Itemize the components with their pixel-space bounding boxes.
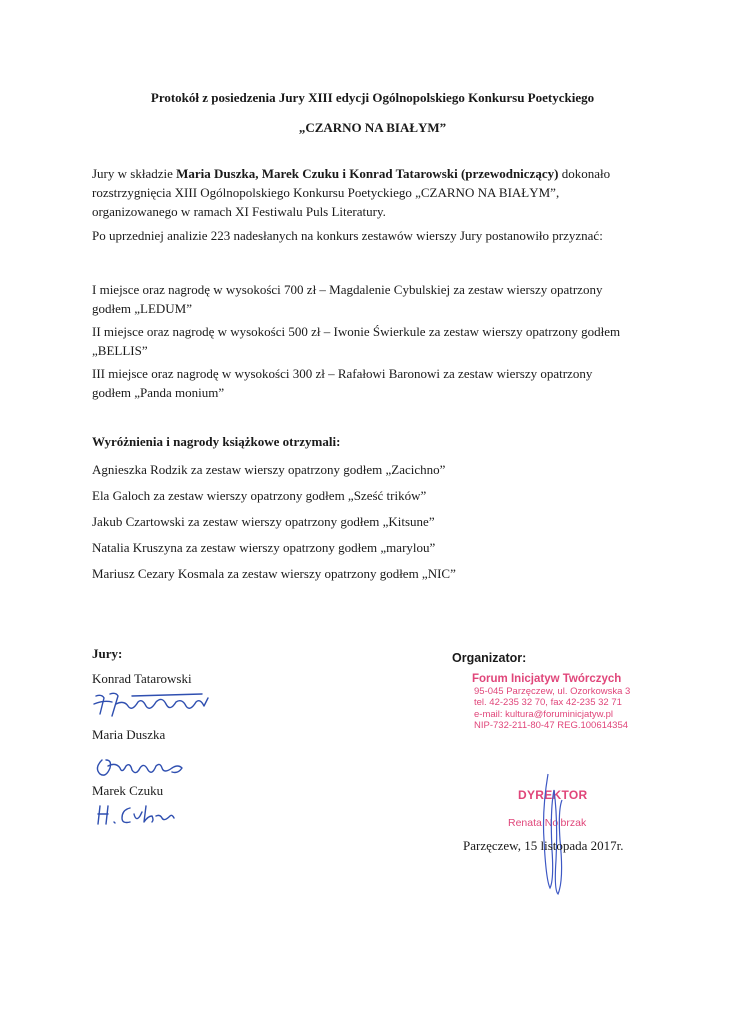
prize-second bbox=[92, 322, 652, 360]
honor-item: Jakub Czartowski za zestaw wierszy opatrzony godłem „Kitsune” bbox=[92, 514, 435, 529]
stamp-org-name: Forum Inicjatyw Twórczych bbox=[472, 673, 622, 685]
jury-member: Konrad Tatarowski bbox=[92, 671, 192, 686]
jury-label: Jury: bbox=[92, 646, 123, 661]
director-name: Renata Nolbrzak bbox=[508, 817, 587, 829]
signature-director bbox=[520, 770, 580, 900]
jury-names: Maria Duszka, Marek Czuku i Konrad Tatarowski (przewodniczący) bbox=[176, 166, 559, 181]
prize-first bbox=[92, 280, 652, 318]
analysis-paragraph: Po uprzedniej analizie 223 nadesłanych na konkurs zestawów wierszy Jury postanowiło przyznać: bbox=[92, 228, 603, 243]
honor-item: Mariusz Cezary Kosmala za zestaw wierszy opatrzony godłem „NIC” bbox=[92, 566, 456, 581]
place-date: Parzęczew, 15 listopada 2017r. bbox=[463, 838, 624, 853]
prize-second-line2: „BELLIS” bbox=[92, 343, 148, 358]
intro-line-3: organizowanego w ramach XI Festiwalu Puls Literatury. bbox=[92, 204, 386, 219]
honor-item: Natalia Kruszyna za zestaw wierszy opatrzony godłem „marylou” bbox=[92, 540, 436, 555]
signature-czuku bbox=[92, 800, 182, 830]
intro-rest: dokonało bbox=[558, 166, 611, 181]
intro-paragraph bbox=[92, 164, 652, 221]
director-title: DYREKTOR bbox=[518, 788, 588, 802]
prize-second-line1: II miejsce oraz nagrodę w wysokości 500 zł – Iwonie Świerkule za zestaw wierszy opatrzony godłem bbox=[92, 324, 621, 339]
contest-name: „CZARNO NA BIAŁYM” bbox=[298, 120, 447, 135]
signature-duszka bbox=[92, 754, 192, 780]
document-title: Protokół z posiedzenia Jury XIII edycji Ogólnopolskiego Konkursu Poetyckiego bbox=[150, 90, 595, 105]
prize-third-line1: III miejsce oraz nagrodę w wysokości 300 zł – Rafałowi Baronowi za zestaw wierszy opatrzony bbox=[92, 366, 593, 381]
jury-member: Maria Duszka bbox=[92, 727, 166, 742]
jury-member: Marek Czuku bbox=[92, 783, 164, 798]
honor-item: Ela Galoch za zestaw wierszy opatrzony godłem „Sześć trików” bbox=[92, 488, 427, 503]
stamp-phone: tel. 42-235 32 70, fax 42-235 32 71 bbox=[474, 697, 622, 708]
prize-third bbox=[92, 364, 652, 402]
prize-first-line2: godłem „LEDUM” bbox=[92, 301, 193, 316]
stamp-address: 95-045 Parzęczew, ul. Ozorkowska 3 bbox=[474, 685, 631, 697]
intro-pre: Jury w składzie bbox=[92, 166, 177, 181]
prize-third-line2: godłem „Panda monium” bbox=[92, 385, 225, 400]
organizer-stamp bbox=[452, 674, 702, 732]
honors-heading: Wyróżnienia i nagrody książkowe otrzymali: bbox=[92, 434, 341, 449]
stamp-email: e-mail: kultura@foruminicjatyw.pl bbox=[474, 708, 613, 720]
signature-tatarowski bbox=[92, 688, 217, 720]
organizer-label: Organizator: bbox=[452, 651, 527, 665]
stamp-nip: NIP-732-211-80-47 REG.100614354 bbox=[474, 720, 629, 731]
prize-first-line1: I miejsce oraz nagrodę w wysokości 700 zł – Magdalenie Cybulskiej za zestaw wierszy opatrzony bbox=[92, 282, 603, 297]
honor-item: Agnieszka Rodzik za zestaw wierszy opatrzony godłem „Zacichno” bbox=[92, 462, 446, 477]
intro-line-2: rozstrzygnięcia XIII Ogólnopolskiego Konkursu Poetyckiego „CZARNO NA BIAŁYM”, bbox=[92, 185, 560, 200]
